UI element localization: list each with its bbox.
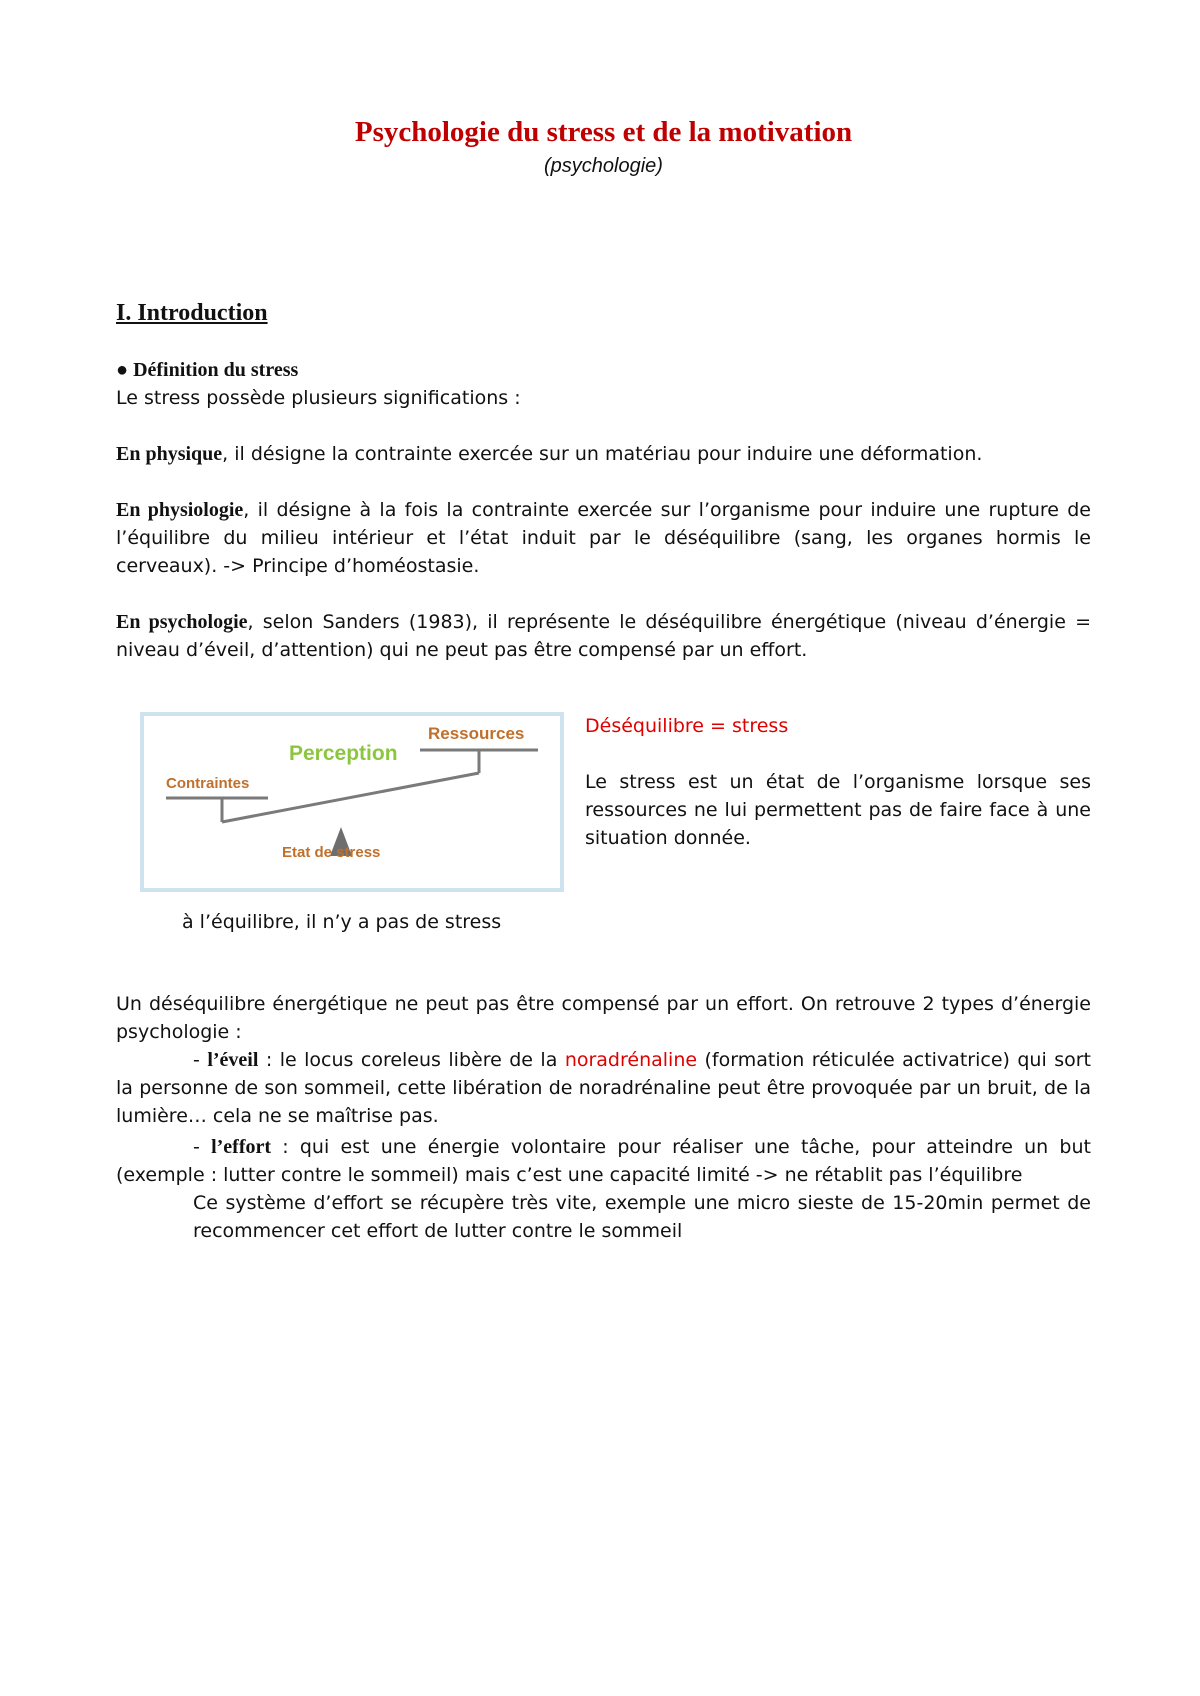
definition-intro: Le stress possède plusieurs significations : <box>116 387 521 409</box>
eveil-prefix: - <box>193 1049 208 1071</box>
text-physique: , il désigne la contrainte exercée sur un matériau pour induire une déformation. <box>222 443 983 465</box>
term-psychologie: En psychologie <box>116 611 248 633</box>
document-title: Psychologie du stress et de la motivation <box>354 116 853 148</box>
text-physiologie: , il désigne à la fois la contrainte exercée sur l’organisme pour induire une rupture de l’équilibre du milieu intérieur et l’état induit par le déséquilibre (sang, les organes hormis le cerveaux). -> Principe d’homéostasie. <box>116 499 1091 577</box>
term-physique: En physique <box>116 443 223 465</box>
energie-intro: Un déséquilibre énergétique ne peut pas être compensé par un effort. On retrouve 2 types d’énergie psychologie : <box>116 993 1091 1043</box>
document-subtitle: (psychologie) <box>544 155 663 177</box>
label-ressources: Ressources <box>428 724 525 743</box>
term-eveil: l’éveil <box>207 1049 259 1071</box>
paragraph-effort <box>116 1133 1091 1189</box>
text-effort: : qui est une énergie volontaire pour réaliser une tâche, pour atteindre un but (exemple : lutter contre le sommeil) mais c’est une capacité limité -> ne rétablit pas l’équilibre <box>116 1136 1091 1186</box>
paragraph-physiologie <box>116 496 1091 580</box>
label-etat-de-stress: Etat de stress <box>282 844 381 861</box>
aside-highlight: Déséquilibre = stress <box>585 715 789 737</box>
paragraph-psychologie <box>116 608 1091 664</box>
figure-caption: à l’équilibre, il n’y a pas de stress <box>182 911 502 933</box>
balance-diagram <box>144 716 560 888</box>
text-psychologie: , selon Sanders (1983), il représente le déséquilibre énergétique (niveau d’énergie = niveau d’éveil, d’attention) qui ne peut pas être compensé par un effort. <box>116 611 1091 661</box>
paragraph-eveil <box>116 1046 1091 1130</box>
paragraph-physique <box>116 440 1091 468</box>
term-noradrenaline: noradrénaline <box>564 1049 698 1071</box>
text-eveil-a: : le locus coreleus libère de la <box>258 1049 565 1071</box>
section-heading: I. Introduction <box>116 300 268 326</box>
definition-heading: ● Définition du stress <box>116 359 299 381</box>
text-eveil-b: (formation réticulée activatrice) qui sort la personne de son sommeil, cette libération de noradrénaline peut être provoquée par un bruit, de la lumière… cela ne se maîtrise pas. <box>116 1049 1091 1127</box>
term-effort: l’effort <box>211 1136 272 1158</box>
label-perception: Perception <box>289 742 398 765</box>
effort-prefix: - <box>193 1136 212 1158</box>
label-contraintes: Contraintes <box>166 775 250 792</box>
aside-text: Le stress est un état de l’organisme lorsque ses ressources ne lui permettent pas de faire face à une situation donnée. <box>585 771 1091 849</box>
balance-figure <box>140 712 564 892</box>
effort-note: Ce système d’effort se récupère très vite, exemple une micro sieste de 15-20min permet de recommencer cet effort de lutter contre le sommeil <box>193 1192 1091 1242</box>
term-physiologie: En physiologie <box>116 499 244 521</box>
